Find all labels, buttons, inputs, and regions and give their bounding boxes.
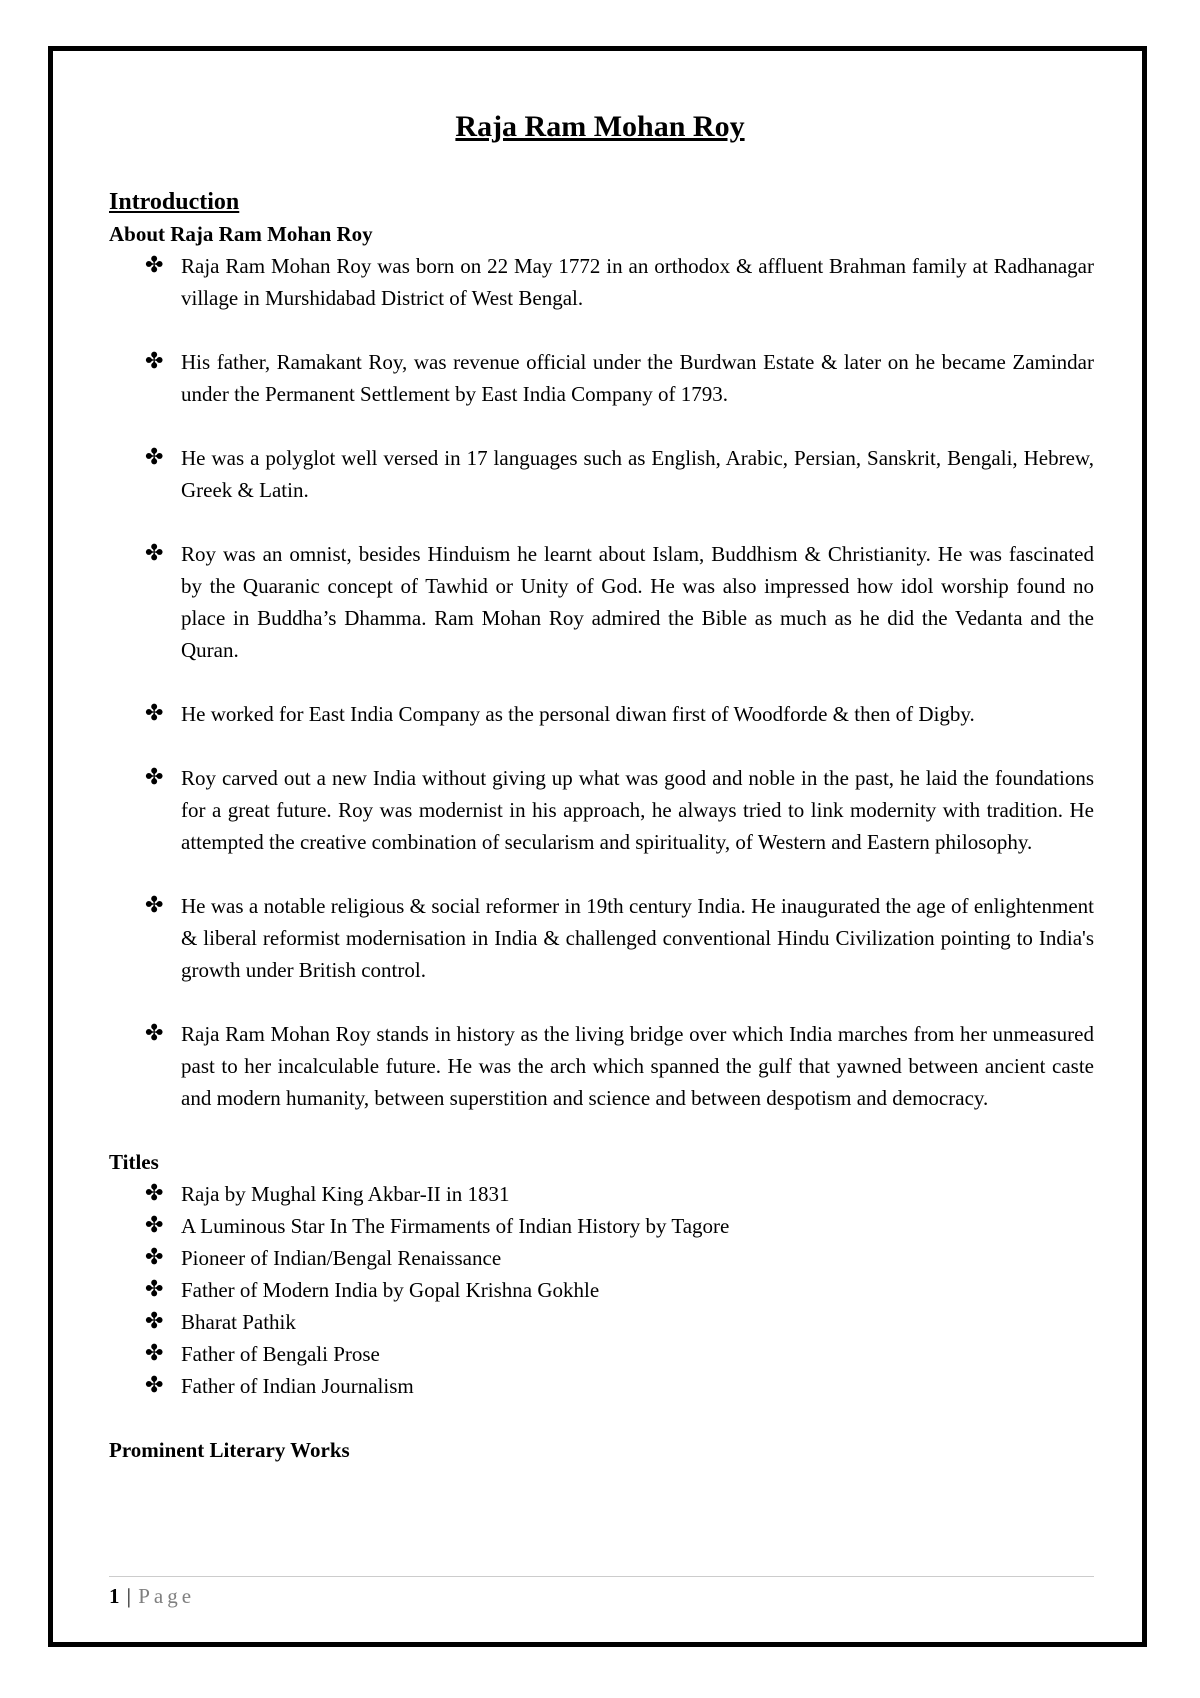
list-item xyxy=(109,1018,1094,1114)
four-petal-cross-icon: ✤ xyxy=(145,1245,164,1270)
four-petal-cross-icon: ✤ xyxy=(145,349,164,374)
list-item-text: Roy was an omnist, besides Hinduism he learnt about Islam, Buddhism & Christianity. He was fascinated by the Quaranic concept of Tawhid or Unity of God. He was also impressed how idol worship found no place in Buddha’s Dhamma. Ram Mohan Roy admired the Bible as much as he did the Vedanta and the Quran. xyxy=(181,542,1094,662)
introduction-list xyxy=(109,250,1094,1114)
list-item-text: Raja by Mughal King Akbar-II in 1831 xyxy=(181,1182,510,1206)
list-item-text: Pioneer of Indian/Bengal Renaissance xyxy=(181,1246,502,1270)
four-petal-cross-icon: ✤ xyxy=(145,1277,164,1302)
list-item xyxy=(109,1338,1094,1370)
list-item-text: He worked for East India Company as the personal diwan first of Woodforde & then of Digby. xyxy=(181,702,975,726)
list-item xyxy=(109,1178,1094,1210)
list-item-text: Father of Modern India by Gopal Krishna Gokhle xyxy=(181,1278,600,1302)
list-item xyxy=(109,1370,1094,1402)
four-petal-cross-icon: ✤ xyxy=(145,1213,164,1238)
titles-list xyxy=(109,1178,1094,1402)
document-title: Raja Ram Mohan Roy xyxy=(455,110,745,143)
list-item-text: Roy carved out a new India without giving up what was good and noble in the past, he laid the foundations for a great future. Roy was modernist in his approach, he always tried to link modernity with tradition. He attempted the creative combination of secularism and spirituality, of Western and Eastern philosophy. xyxy=(181,766,1094,854)
list-item-text: He was a polyglot well versed in 17 languages such as English, Arabic, Persian, Sanskrit, Bengali, Hebrew, Greek & Latin. xyxy=(181,446,1094,502)
four-petal-cross-icon: ✤ xyxy=(145,1373,164,1398)
list-item xyxy=(109,250,1094,314)
list-item xyxy=(109,538,1094,666)
list-item-text: He was a notable religious & social reformer in 19th century India. He inaugurated the age of enlightenment & liberal reformist modernisation in India & challenged conventional Hindu Civilization pointing to India's growth under British control. xyxy=(181,894,1094,982)
list-item-text: Father of Bengali Prose xyxy=(181,1342,380,1366)
four-petal-cross-icon: ✤ xyxy=(145,541,164,566)
footer-separator: | xyxy=(126,1584,131,1608)
list-item-text: His father, Ramakant Roy, was revenue official under the Burdwan Estate & later on he became Zamindar under the Permanent Settlement by East India Company of 1793. xyxy=(181,350,1094,406)
list-item-text: Raja Ram Mohan Roy was born on 22 May 1772 in an orthodox & affluent Brahman family at Radhanagar village in Murshidabad District of West Bengal. xyxy=(181,254,1094,310)
list-item xyxy=(109,762,1094,858)
about-subheading: About Raja Ram Mohan Roy xyxy=(109,222,373,246)
four-petal-cross-icon: ✤ xyxy=(145,1021,164,1046)
list-item-text: Father of Indian Journalism xyxy=(181,1374,414,1398)
list-item-text: A Luminous Star In The Firmaments of Indian History by Tagore xyxy=(181,1214,730,1238)
four-petal-cross-icon: ✤ xyxy=(145,1181,164,1206)
list-item xyxy=(109,1274,1094,1306)
list-item xyxy=(109,346,1094,410)
page-footer xyxy=(109,1582,195,1610)
four-petal-cross-icon: ✤ xyxy=(145,445,164,470)
footer-divider xyxy=(109,1576,1094,1577)
four-petal-cross-icon: ✤ xyxy=(145,765,164,790)
four-petal-cross-icon: ✤ xyxy=(145,893,164,918)
list-item-text: Raja Ram Mohan Roy stands in history as the living bridge over which India marches from her unmeasured past to her incalculable future. He was the arch which spanned the gulf that yawned between ancient caste and modern humanity, between superstition and science and between despotism and democracy. xyxy=(181,1022,1094,1110)
page-number: 1 xyxy=(109,1584,120,1608)
list-item xyxy=(109,1306,1094,1338)
four-petal-cross-icon: ✤ xyxy=(145,701,164,726)
list-item xyxy=(109,698,1094,730)
page-label: Page xyxy=(138,1584,196,1608)
literary-works-heading: Prominent Literary Works xyxy=(109,1438,350,1462)
four-petal-cross-icon: ✤ xyxy=(145,1309,164,1334)
list-item xyxy=(109,442,1094,506)
list-item-text: Bharat Pathik xyxy=(181,1310,296,1334)
four-petal-cross-icon: ✤ xyxy=(145,1341,164,1366)
four-petal-cross-icon: ✤ xyxy=(145,253,164,278)
document-body xyxy=(109,186,1094,1466)
list-item xyxy=(109,1242,1094,1274)
list-item xyxy=(109,1210,1094,1242)
list-item xyxy=(109,890,1094,986)
introduction-heading: Introduction xyxy=(109,189,240,215)
titles-heading: Titles xyxy=(109,1150,159,1174)
